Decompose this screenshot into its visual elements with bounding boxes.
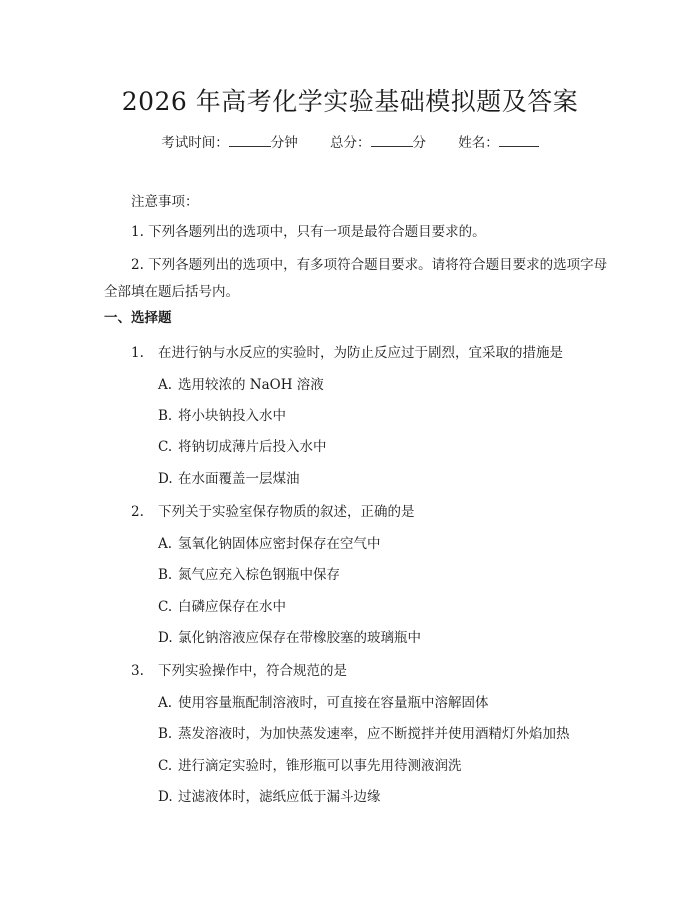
option-text: 选用较浓的 NaOH 溶液 [178, 377, 324, 393]
option-letter: A. [158, 377, 173, 393]
option-text: 氮气应充入棕色钢瓶中保存 [178, 567, 340, 583]
option-letter: A. [158, 536, 173, 552]
option-text: 将小块钠投入水中 [178, 408, 286, 424]
question-number: 2. [131, 504, 144, 520]
question-1-option-c [158, 435, 327, 455]
option-letter: D. [158, 630, 173, 646]
option-text: 氢氧化钠固体应密封保存在空气中 [178, 536, 381, 552]
question-1-option-a [158, 373, 324, 393]
option-text: 氯化钠溶液应保存在带橡胶塞的玻璃瓶中 [178, 630, 421, 646]
notice-item-2: 2. 下列各题列出的选项中，有多项符合题目要求。请将符合题目要求的选项字母全部填在题后括号内。 [104, 257, 608, 300]
question-2 [131, 500, 415, 520]
question-3-option-b [158, 722, 570, 742]
question-2-option-a [158, 532, 381, 552]
question-1-option-b [158, 404, 286, 424]
question-3-option-d [158, 785, 381, 805]
question-text: 下列关于实验室保存物质的叙述，正确的是 [158, 504, 415, 520]
question-2-option-d [158, 626, 421, 646]
option-text: 使用容量瓶配制溶液时，可直接在容量瓶中溶解固体 [178, 695, 489, 711]
option-letter: D. [158, 789, 173, 805]
total-score-unit: 分 [412, 135, 426, 151]
name-label: 姓名： [458, 135, 499, 151]
exam-time-label: 考试时间： [161, 135, 229, 151]
question-2-option-c [158, 595, 286, 615]
option-letter: D. [158, 471, 173, 487]
option-letter: A. [158, 695, 173, 711]
option-text: 将钠切成薄片后投入水中 [178, 439, 327, 455]
question-number: 1. [131, 345, 144, 361]
question-2-option-b [158, 563, 340, 583]
question-text: 在进行钠与水反应的实验时，为防止反应过于剧烈，宜采取的措施是 [158, 345, 563, 361]
option-letter: B. [158, 408, 173, 424]
option-letter: C. [158, 758, 173, 774]
question-text: 下列实验操作中，符合规范的是 [158, 663, 347, 679]
notice-title: 注意事项： [131, 194, 199, 210]
notice-item-1: 1. 下列各题列出的选项中，只有一项是最符合题目要求的。 [131, 224, 486, 240]
name-field [458, 135, 539, 151]
question-1 [131, 341, 563, 361]
total-score-label: 总分： [330, 135, 371, 151]
exam-time-blank [229, 134, 271, 147]
option-text: 白磷应保存在水中 [178, 599, 286, 615]
total-score-blank [371, 134, 413, 147]
page-title: 2026 年高考化学实验基础模拟题及答案 [121, 87, 579, 116]
section-title: 一、选择题 [104, 310, 172, 326]
name-blank [499, 134, 539, 147]
option-letter: C. [158, 439, 173, 455]
question-3-option-a [158, 691, 489, 711]
question-3 [131, 659, 347, 679]
exam-time-field [161, 135, 302, 151]
option-letter: C. [158, 599, 173, 615]
total-score-field [330, 135, 430, 151]
question-3-option-c [158, 754, 462, 774]
option-text: 在水面覆盖一层煤油 [178, 471, 300, 487]
question-number: 3. [131, 663, 144, 679]
option-letter: B. [158, 726, 173, 742]
option-text: 进行滴定实验时，锥形瓶可以事先用待测液润洗 [178, 758, 462, 774]
exam-time-unit: 分钟 [270, 135, 298, 151]
question-1-option-d [158, 467, 300, 487]
exam-info-row [0, 131, 700, 151]
option-text: 过滤液体时，滤纸应低于漏斗边缘 [178, 789, 381, 805]
option-letter: B. [158, 567, 173, 583]
option-text: 蒸发溶液时，为加快蒸发速率，应不断搅拌并使用酒精灯外焰加热 [178, 726, 570, 742]
